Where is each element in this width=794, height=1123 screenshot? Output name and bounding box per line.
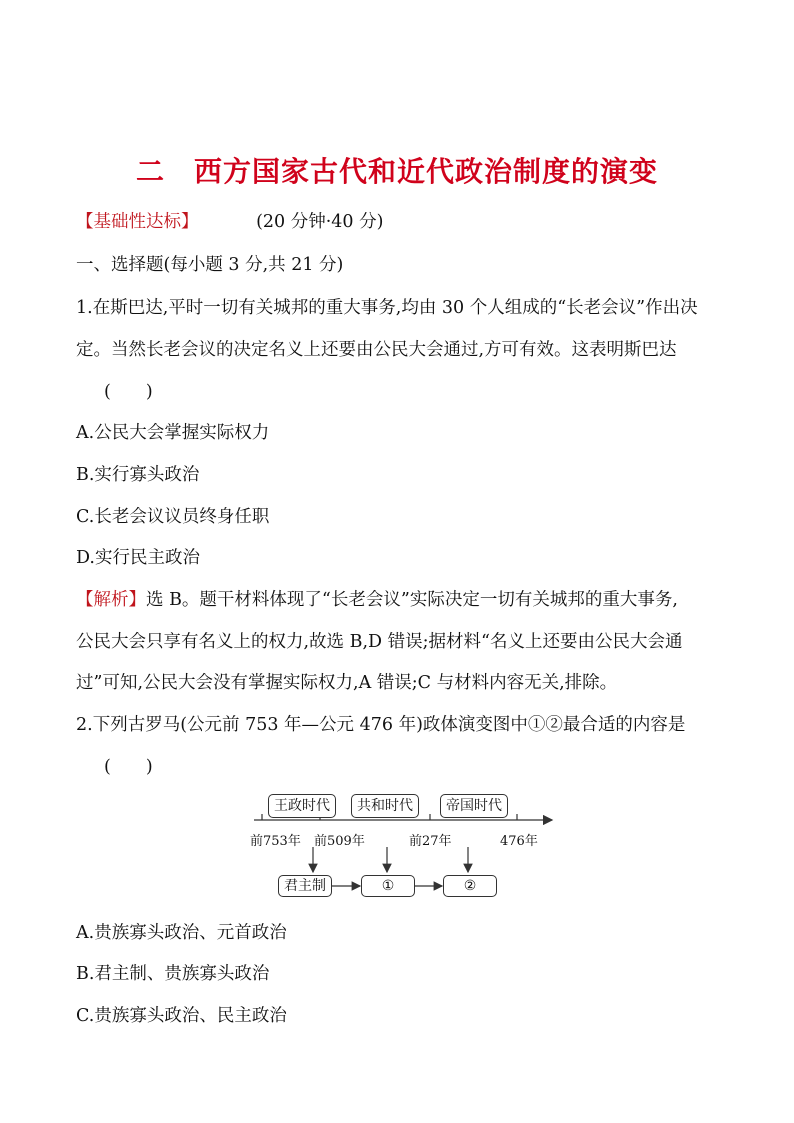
- analysis-tag: 【解析】: [76, 590, 146, 610]
- section-header: [76, 208, 383, 233]
- q2-option-b: B.君主制、贵族寡头政治: [76, 964, 270, 984]
- q1-answer-blank: ( ): [104, 382, 153, 402]
- q2-option-c: C.贵族寡头政治、民主政治: [76, 1006, 287, 1026]
- q1-option-b: B.实行寡头政治: [76, 465, 200, 485]
- page-title: 二 西方国家古代和近代政治制度的演变: [135, 155, 658, 188]
- year-476ad: 476年: [500, 834, 538, 849]
- q2-stem-line1: 2.下列古罗马(公元前 753 年—公元 476 年)政体演变图中①②最合适的内容是: [76, 715, 686, 735]
- era-republic: 共和时代: [351, 794, 419, 818]
- analysis-text: 选 B。题干材料体现了“长老会议”实际决定一切有关城邦的重大事务,: [146, 590, 678, 610]
- q2-option-a: A.贵族寡头政治、元首政治: [76, 923, 287, 943]
- part-heading: 一、选择题(每小题 3 分,共 21 分): [76, 255, 344, 275]
- section-tag: 【基础性达标】: [76, 212, 199, 232]
- node-1: ①: [361, 875, 415, 897]
- section-time: (20 分钟·40 分): [256, 212, 384, 232]
- year-753bc: 前753年: [250, 834, 301, 849]
- node-2: ②: [443, 875, 497, 897]
- q1-analysis-line1: [76, 586, 678, 611]
- q1-option-c: C.长老会议议员终身任职: [76, 507, 270, 527]
- year-27bc: 前27年: [409, 834, 452, 849]
- q1-option-a: A.公民大会掌握实际权力: [76, 423, 270, 443]
- q2-answer-blank: ( ): [104, 757, 153, 777]
- rome-timeline-diagram: [240, 792, 560, 902]
- q1-stem-line1: 1.在斯巴达,平时一切有关城邦的重大事务,均由 30 个人组成的“长老会议”作出决: [76, 298, 698, 318]
- year-509bc: 前509年: [314, 834, 365, 849]
- era-regal: 王政时代: [268, 794, 336, 818]
- q1-analysis-line2: 公民大会只享有名义上的权力,故选 B,D 错误;据材料“名义上还要由公民大会通: [76, 632, 683, 652]
- era-empire: 帝国时代: [440, 794, 508, 818]
- q1-analysis-line3: 过”可知,公民大会没有掌握实际权力,A 错误;C 与材料内容无关,排除。: [76, 673, 618, 693]
- q1-stem-line2: 定。当然长老会议的决定名义上还要由公民大会通过,方可有效。这表明斯巴达: [76, 340, 677, 360]
- q1-option-d: D.实行民主政治: [76, 548, 200, 568]
- node-monarchy: 君主制: [278, 875, 332, 897]
